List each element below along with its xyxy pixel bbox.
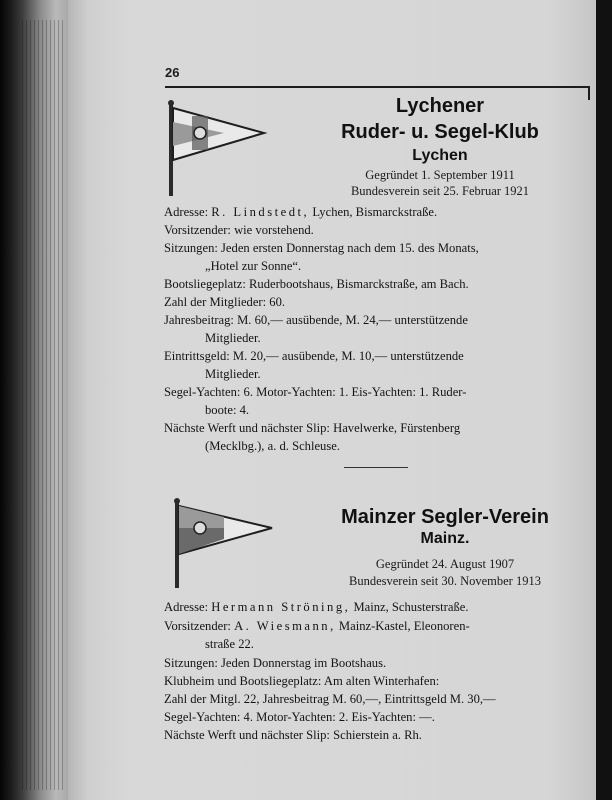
detail-line: Nächste Werft und nächster Slip: Schierstein a. Rh. [164,728,422,742]
club-city: Lychen [412,147,468,164]
detail-line: Sitzungen: Jeden Donnerstag im Bootshaus. [164,656,387,670]
header-rule [165,86,590,88]
book-spine [0,0,70,800]
detail-line: Zahl der Mitgl. 22, Jahresbeitrag M. 60,—, Eintrittsgeld M. 30,— [164,692,496,706]
club-pennant-icon [164,100,270,198]
detail-line: Nächste Werft und nächster Slip: Havelwerke, Fürstenberg [164,421,461,435]
detail-line: Jahresbeitrag: M. 60,— ausübende, M. 24,— unterstützende [164,313,468,327]
club-member-since: Bundesverein seit 30. November 1913 [349,574,541,588]
detail-line: Adresse: R. Lindstedt, Lychen, Bismarckstraße. [164,205,438,219]
club-member-since: Bundesverein seit 25. Februar 1921 [350,184,530,198]
detail-line: „Hotel zur Sonne“. [205,259,302,273]
club-founded: Gegründet 1. September 1911 [365,168,515,182]
detail-line: Bootsliegeplatz: Ruderbootshaus, Bismarckstraße, am Bach. [164,277,469,291]
detail-line: Vorsitzender: wie vorstehend. [164,223,314,237]
detail-line: boote: 4. [205,403,250,417]
header-rule-tick [588,86,590,100]
detail-line: Vorsitzender: A. Wiesmann, Mainz-Kastel, Eleonoren- [164,619,470,633]
detail-line: Sitzungen: Jeden ersten Donnerstag nach dem 15. des Monats, [164,241,479,255]
detail-line: straße 22. [205,637,254,651]
club-name-line2: Ruder- u. Segel-Klub [341,121,539,143]
section-divider [344,467,408,468]
club-name-line1: Lychener [395,95,485,117]
club-name-line1: Mainzer Segler-Verein [341,506,549,528]
detail-line: Segel-Yachten: 6. Motor-Yachten: 1. Eis-Yachten: 1. Ruder- [164,385,467,399]
detail-line: Segel-Yachten: 4. Motor-Yachten: 2. Eis-Yachten: —. [164,710,435,724]
page-number: 26 [165,65,180,80]
page-shadow [596,0,612,800]
detail-line: Mitglieder. [205,367,261,381]
detail-line: Mitglieder. [205,331,261,345]
detail-line: Klubheim und Bootsliegeplatz: Am alten Winterhafen: [164,674,440,688]
page-edges [22,20,66,790]
detail-line: Eintrittsgeld: M. 20,— ausübende, M. 10,— unterstützende [164,349,464,363]
detail-line: (Mecklbg.), a. d. Schleuse. [205,439,340,453]
detail-line: Zahl der Mitglieder: 60. [164,295,286,309]
club-pennant-icon [172,498,278,590]
detail-line: Adresse: Hermann Ströning, Mainz, Schusterstraße. [164,600,469,614]
club-city: Mainz. [420,530,470,547]
club-founded: Gegründet 24. August 1907 [375,557,515,571]
